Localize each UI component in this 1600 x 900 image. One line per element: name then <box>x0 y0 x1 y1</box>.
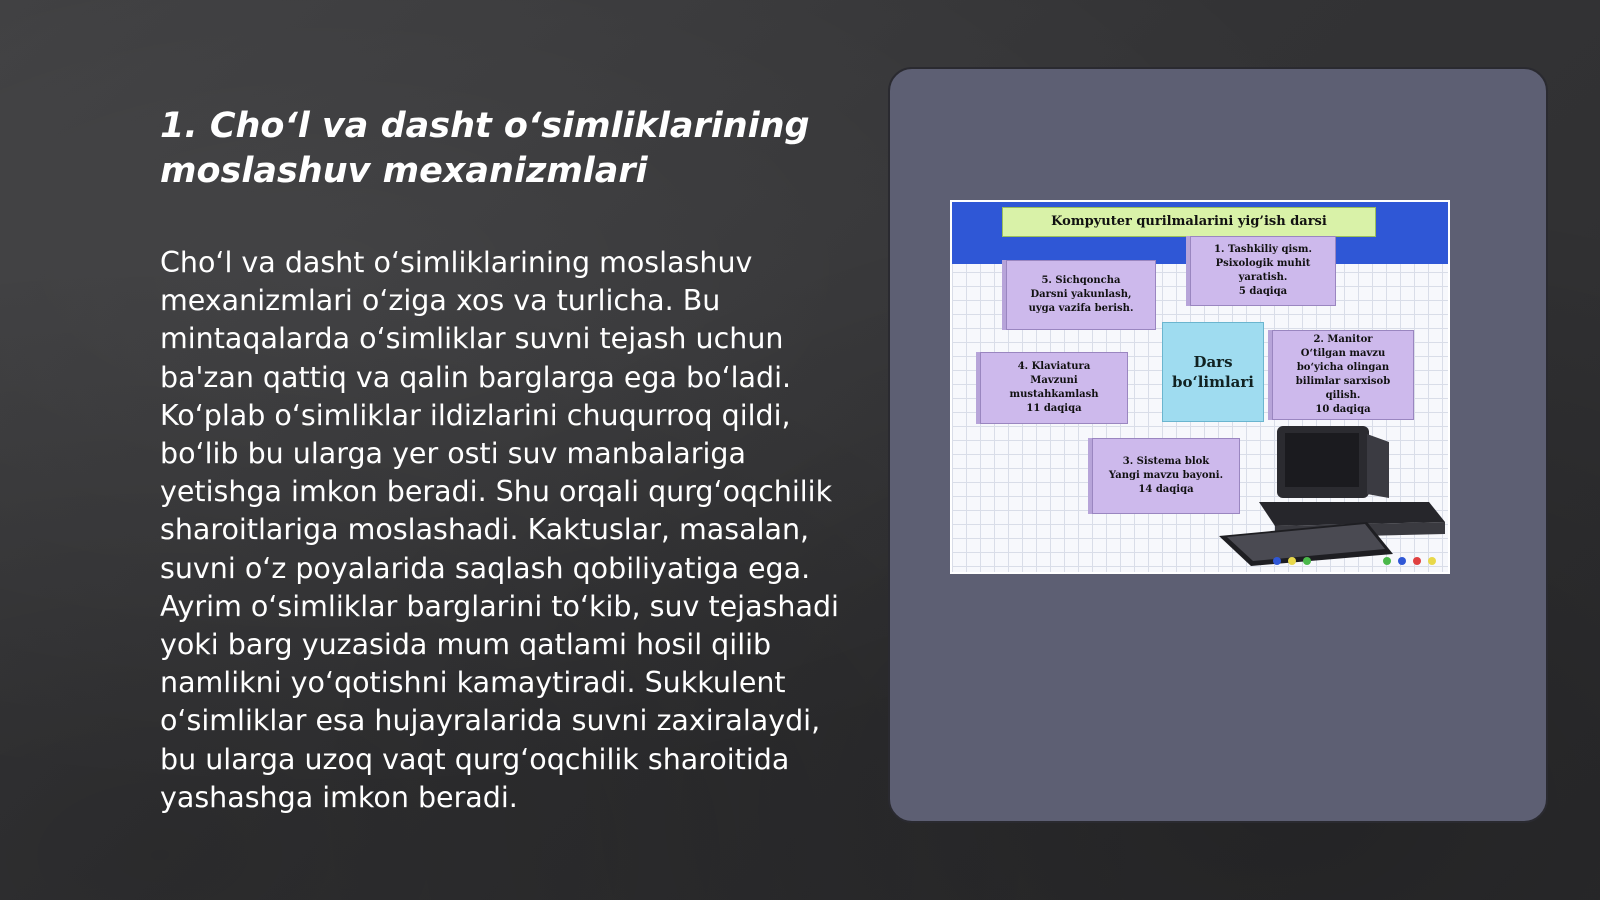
item2-line: O‘tilgan mavzu <box>1300 348 1386 359</box>
item2-line: bo‘yicha olingan <box>1296 362 1390 373</box>
screen-shape <box>1285 433 1359 487</box>
embedded-slide-image <box>950 200 1450 574</box>
item5-line: uyga vazifa berish. <box>1028 303 1134 314</box>
scroll-item-5 <box>1006 260 1156 330</box>
dot <box>1398 557 1406 565</box>
item3-line: 14 daqiqa <box>1138 484 1194 495</box>
item1-line: 1. Tashkiliy qism. <box>1214 244 1312 255</box>
system-unit <box>1259 502 1445 526</box>
item4-line: 11 daqiqa <box>1026 403 1082 414</box>
dot <box>1288 557 1296 565</box>
scroll-item-1 <box>1190 236 1336 306</box>
item2-line: 10 daqiqa <box>1315 404 1371 415</box>
slide-header: Kompyuter qurilmalarini yig’ish darsi <box>1002 207 1376 237</box>
item5-line: Darsni yakunlash, <box>1030 289 1132 300</box>
item4-line: mustahkamlash <box>1009 389 1099 400</box>
center-line: bo‘limlari <box>1171 373 1254 391</box>
item2-line: 2. Manitor <box>1313 334 1373 345</box>
dot <box>1273 557 1281 565</box>
item2-line: qilish. <box>1325 390 1361 401</box>
item3-line: Yangi mavzu bayoni. <box>1108 470 1224 481</box>
scroll-item-2 <box>1272 330 1414 420</box>
item4-line: Mavzuni <box>1030 375 1078 386</box>
dot <box>1428 557 1436 565</box>
item4-line: 4. Klaviatura <box>1017 361 1091 372</box>
item1-line: yaratish. <box>1238 272 1288 283</box>
item3-line: 3. Sistema blok <box>1122 456 1210 467</box>
monitor-side <box>1367 434 1389 498</box>
dot <box>1383 557 1391 565</box>
item1-line: 5 daqiqa <box>1238 286 1288 297</box>
body-paragraph: Cho‘l va dasht o‘simliklarining moslashuv mexanizmlari o‘ziga xos va turlicha. Bu mintaqalarda o‘simliklar suvni tejash uchun ba'zan qattiq va qalin barglarga ega bo‘ladi. Ko‘plab o‘simliklar ildizlarini chuqurroq qildi, bo‘lib bu ularga yer osti suv manbalariga yetishga imkon beradi. Shu orqali qurg‘oqchilik sharoitlariga moslashadi. Kaktuslar, masalan, suvni o‘z poyalarida saqlash qobiliyatiga ega. Ayrim o‘simliklar barglarini to‘kib, suv tejashadi yoki barg yuzasida mum qatlami hosil qilib namlikni yo‘qotishni kamaytiradi. Sukkulent o‘simliklar esa hujayralarida suvni zaxiralaydi, bu ularga uzoq vaqt qurg‘oqchilik sharoitida yashashga imkon beradi. <box>160 246 839 814</box>
item2-line: bilimlar sarxisob <box>1295 376 1391 387</box>
item1-line: Psixologik muhit <box>1215 258 1311 269</box>
center-line: Dars <box>1193 353 1233 371</box>
center-scroll <box>1162 322 1264 422</box>
dot <box>1303 557 1311 565</box>
slide-title: 1. Cho‘l va dasht o‘simliklarining moslashuv mexanizmlari <box>160 106 810 191</box>
computer-illustration-icon <box>1217 424 1447 569</box>
dot <box>1413 557 1421 565</box>
scroll-item-4 <box>980 352 1128 424</box>
decorative-dots <box>1272 556 1442 566</box>
item5-line: 5. Sichqoncha <box>1041 275 1121 286</box>
